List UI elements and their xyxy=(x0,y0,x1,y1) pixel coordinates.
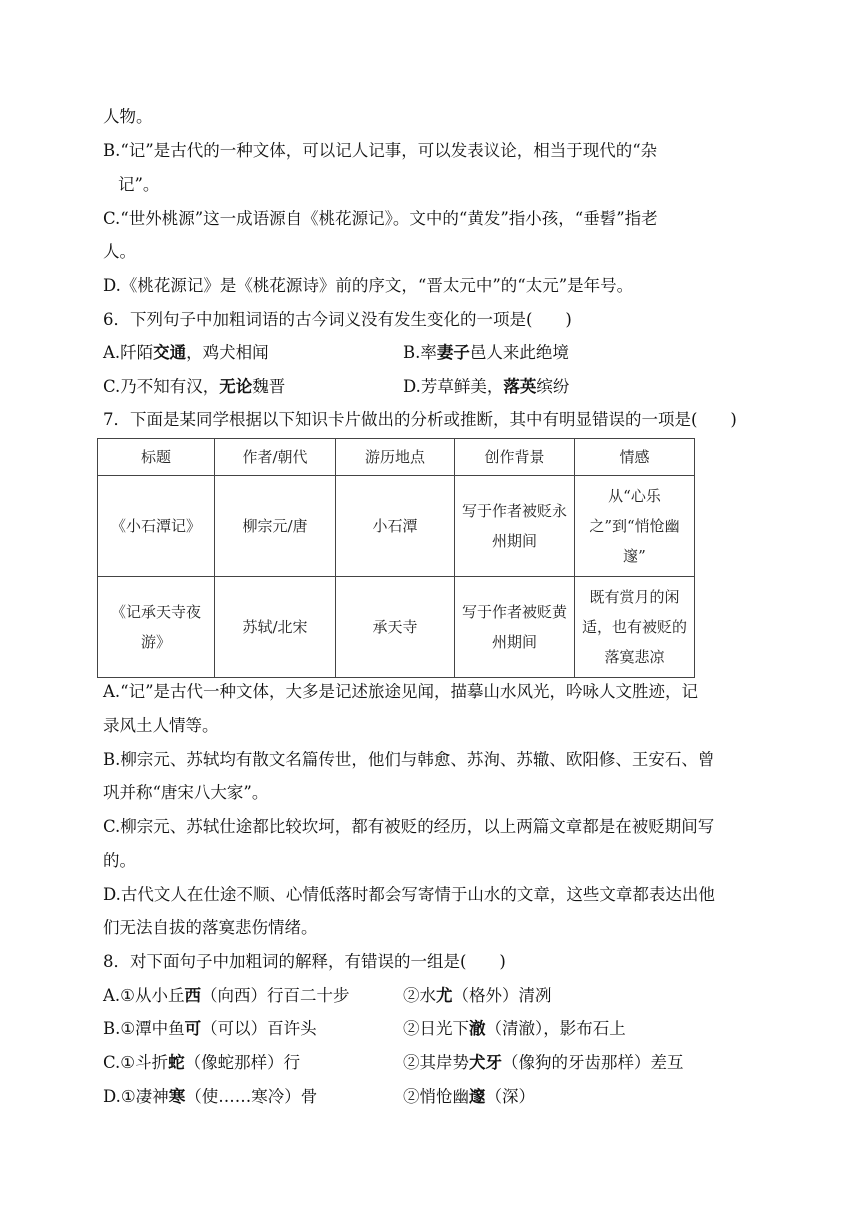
q8-option-c-2: ②其岸势犬牙（像狗的牙齿那样）差互 xyxy=(403,1053,684,1072)
table-header-cell: 创作背景 xyxy=(455,439,575,476)
q6-option-a: A.阡陌交通，鸡犬相闻 xyxy=(103,343,269,362)
q7-option-b-line2: 巩并称“唐宋八大家”。 xyxy=(103,783,269,802)
bold-word: 可 xyxy=(184,1019,202,1038)
bold-word: 交通 xyxy=(153,343,187,362)
table-cell: 小石潭 xyxy=(336,476,455,577)
table-cell: 写于作者被贬永州期间 xyxy=(455,476,575,577)
bold-word: 落英 xyxy=(503,377,537,396)
q5-option-b-line1: B.“记”是古代的一种文体，可以记人记事，可以发表议论，相当于现代的“杂 xyxy=(103,141,658,160)
q6-option-c: C.乃不知有汉，无论魏晋 xyxy=(103,377,286,396)
table-cell: 写于作者被贬黄州期间 xyxy=(455,577,575,678)
table-cell: 苏轼/北宋 xyxy=(215,577,336,678)
table-header-cell: 标题 xyxy=(98,439,215,476)
q5-option-d: D.《桃花源记》是《桃花源诗》前的序文，“晋太元中”的“太元”是年号。 xyxy=(103,276,634,295)
table-cell: 《记承天寺夜游》 xyxy=(98,577,215,678)
q8-option-b-1: B.①潭中鱼可（可以）百许头 xyxy=(103,1019,317,1038)
table-header-cell: 作者/朝代 xyxy=(215,439,336,476)
q8-option-a-1: A.①从小丘西（向西）行百二十步 xyxy=(103,986,350,1005)
table-cell: 既有赏月的闲适，也有被贬的落寞悲凉 xyxy=(575,577,695,678)
table-header-row xyxy=(98,439,695,476)
q7-option-c-line1: C.柳宗元、苏轼仕途都比较坎坷，都有被贬的经历，以上两篇文章都是在被贬期间写 xyxy=(103,817,715,836)
table-cell: 承天寺 xyxy=(336,577,455,678)
q8-option-d-2: ②悄怆幽邃（深） xyxy=(403,1087,535,1106)
table-header-cell: 情感 xyxy=(575,439,695,476)
q8-stem: 8．对下面句子中加粗词的解释，有错误的一组是( ) xyxy=(103,952,506,971)
table-row xyxy=(98,476,695,577)
q5-option-a-tail: 人物。 xyxy=(103,107,153,126)
table-row xyxy=(98,577,695,678)
bold-word: 尤 xyxy=(436,986,453,1005)
q7-option-a-line1: A.“记”是古代一种文体，大多是记述旅途见闻，描摹山水风光，吟咏人文胜迹，记 xyxy=(103,682,699,701)
bold-word: 西 xyxy=(184,986,201,1005)
bold-word: 寒 xyxy=(168,1087,186,1106)
q5-option-c-line1: C.“世外桃源”这一成语源自《桃花源记》。文中的“黄发”指小孩，“垂髫”指老 xyxy=(103,209,658,228)
knowledge-card-table xyxy=(97,438,695,678)
q8-option-a-2: ②水尤（格外）清冽 xyxy=(403,986,552,1005)
q8-option-b-2: ②日光下澈（清澈），影布石上 xyxy=(403,1019,626,1038)
q7-option-d-line1: D.古代文人在仕途不顺、心情低落时都会写寄情于山水的文章，这些文章都表达出他 xyxy=(103,885,715,904)
q8-option-d-1: D.①凄神寒（使……寒冷）骨 xyxy=(103,1087,318,1106)
q6-option-d: D.芳草鲜美，落英缤纷 xyxy=(403,377,570,396)
q7-option-a-line2: 录风土人情等。 xyxy=(103,716,219,735)
q7-option-c-line2: 的。 xyxy=(103,851,136,870)
table-cell: 从“心乐之”到“悄怆幽邃” xyxy=(575,476,695,577)
q8-option-c-1: C.①斗折蛇（像蛇那样）行 xyxy=(103,1053,301,1072)
table-header-cell: 游历地点 xyxy=(336,439,455,476)
bold-word: 蛇 xyxy=(168,1053,185,1072)
bold-word: 无论 xyxy=(219,377,253,396)
q7-stem: 7．下面是某同学根据以下知识卡片做出的分析或推断，其中有明显错误的一项是( ) xyxy=(103,410,737,429)
q7-option-d-line2: 们无法自拔的落寞悲伤情绪。 xyxy=(103,918,318,937)
q6-stem: 6．下列句子中加粗词语的古今词义没有发生变化的一项是( ) xyxy=(103,310,572,329)
table-cell: 《小石潭记》 xyxy=(98,476,215,577)
bold-word: 澈 xyxy=(469,1019,486,1038)
bold-word: 犬牙 xyxy=(469,1053,502,1072)
bold-word: 妻子 xyxy=(436,343,470,362)
q5-option-b-line2: 记”。 xyxy=(118,175,160,194)
table-cell: 柳宗元/唐 xyxy=(215,476,336,577)
q7-option-b-line1: B.柳宗元、苏轼均有散文名篇传世，他们与韩愈、苏洵、苏辙、欧阳修、王安石、曾 xyxy=(103,750,715,769)
bold-word: 邃 xyxy=(469,1087,486,1106)
q5-option-c-line2: 人。 xyxy=(103,242,136,261)
q6-option-b: B.率妻子邑人来此绝境 xyxy=(403,343,569,362)
